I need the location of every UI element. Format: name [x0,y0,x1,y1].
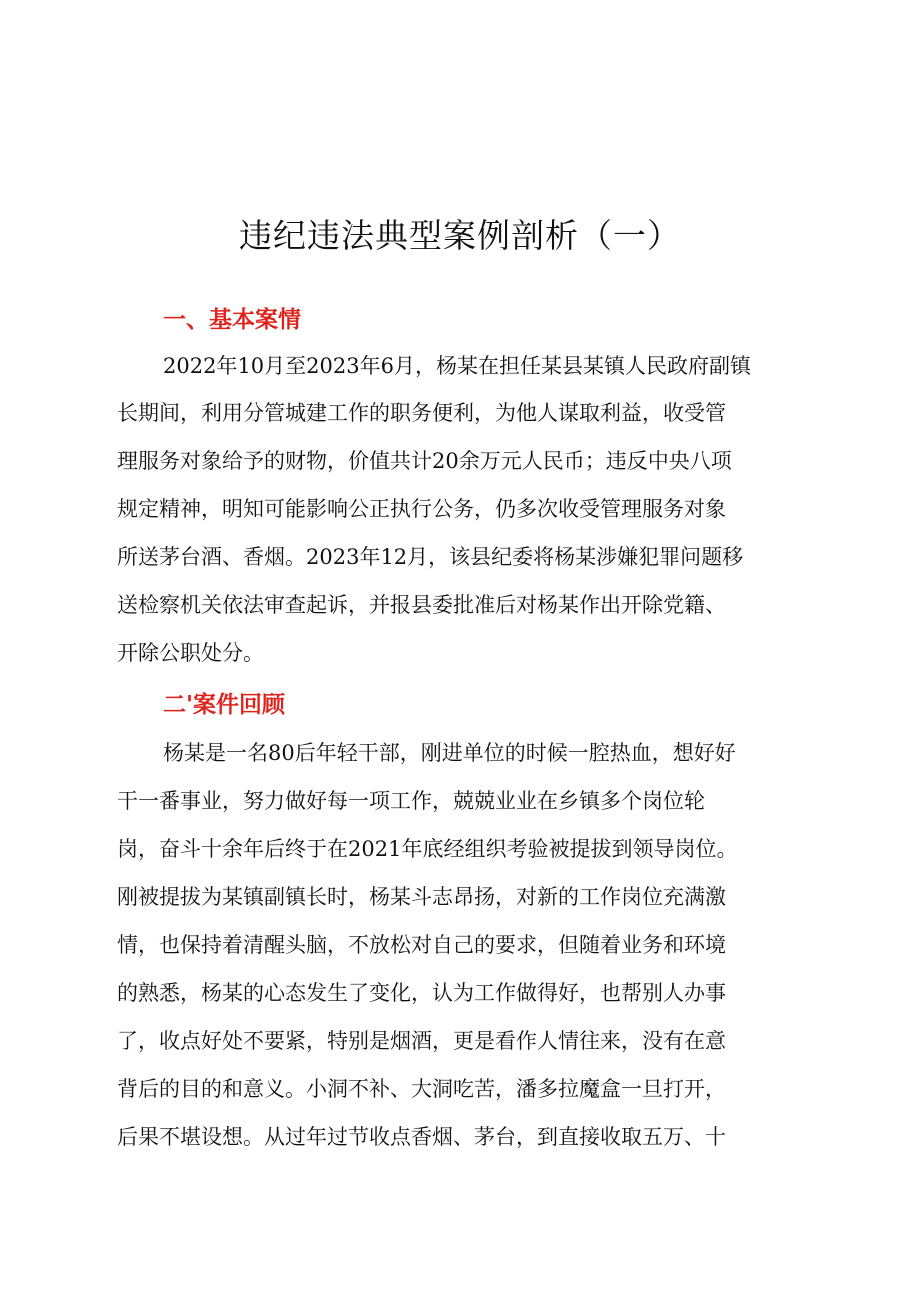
paragraph-line: 的熟悉，杨某的心态发生了变化，认为工作做得好，也帮别人办事 [117,981,726,1005]
paragraph-line: 刚被提拔为某镇副镇长时，杨某斗志昂扬，对新的工作岗位充满激 [117,885,726,909]
paragraph-line: 理服务对象给予的财物，价值共计20余万元人民币；违反中央八项 [117,449,732,473]
paragraph-line: 开除公职处分。 [117,641,264,665]
paragraph-line: 送检察机关依法审查起诉，并报县委批准后对杨某作出开除党籍、 [117,593,726,617]
paragraph-line: 了，收点好处不要紧，特别是烟酒，更是看作人情往来，没有在意 [117,1029,726,1053]
paragraph-line: 杨某是一名80后年轻干部，刚进单位的时候一腔热血，想好好 [163,741,736,765]
paragraph-line: 长期间，利用分管城建工作的职务便利，为他人谋取利益，收受管 [117,401,726,425]
section-heading-basic-facts: 一、基本案情 [163,307,301,333]
paragraph-line: 干一番事业，努力做好每一项工作，兢兢业业在乡镇多个岗位轮 [117,789,705,813]
document-title: 违纪违法典型案例剖析（一） [239,216,681,255]
paragraph-line: 所送茅台酒、香烟。2023年12月，该县纪委将杨某涉嫌犯罪问题移 [117,545,744,569]
paragraph-line: 情，也保持着清醒头脑，不放松对自己的要求，但随着业务和环境 [117,933,726,957]
section-heading-case-review: 二'案件回顾 [163,692,286,718]
paragraph-line: 背后的目的和意义。小洞不补、大洞吃苦，潘多拉魔盒一旦打开， [117,1077,726,1101]
paragraph-line: 规定精神，明知可能影响公正执行公务，仍多次收受管理服务对象 [117,497,726,521]
paragraph-line: 2022年10月至2023年6月，杨某在担任某县某镇人民政府副镇 [163,354,751,378]
paragraph-line: 岗，奋斗十余年后终于在2021年底经组织考验被提拔到领导岗位。 [117,837,738,861]
paragraph-line: 后果不堪设想。从过年过节收点香烟、茅台，到直接收取五万、十 [117,1125,726,1149]
